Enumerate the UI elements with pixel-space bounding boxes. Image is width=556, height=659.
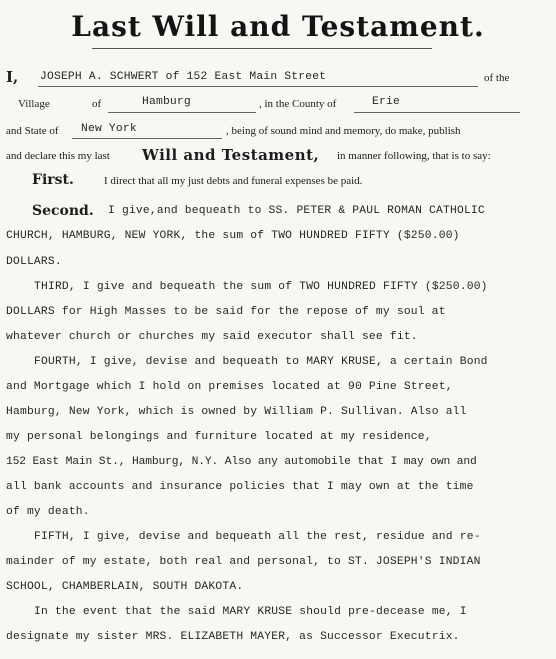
body-line: Hamburg, New York, which is owned by William P. Sullivan. Also all — [6, 406, 467, 418]
state-label: and State of — [6, 125, 59, 137]
of-text: of — [92, 98, 102, 110]
first-heading: First. — [32, 172, 74, 188]
body-line: I give,and bequeath to SS. PETER & PAUL ROMAN CATHOLIC — [108, 205, 485, 217]
body-line: mainder of my estate, both real and personal, to ST. JOSEPH'S INDIAN — [6, 556, 481, 568]
fifth-paragraph-line: FIFTH, I give, devise and bequeath all the rest, residue and re- — [34, 531, 481, 543]
document-title: Last Will and Testament. — [71, 10, 485, 43]
state-blank-line — [72, 138, 222, 139]
sound-mind-text: , being of sound mind and memory, do make, publish — [226, 125, 461, 137]
body-line: SCHOOL, CHAMBERLAIN, SOUTH DAKOTA. — [6, 581, 244, 593]
body-line: my personal belongings and furniture located at my residence, — [6, 431, 432, 443]
successor-paragraph-line: In the event that the said MARY KRUSE should pre-decease me, I — [34, 606, 467, 618]
title-underline — [92, 48, 432, 49]
first-text: I direct that all my just debts and funeral expenses be paid. — [104, 175, 363, 187]
village-label: Village — [18, 98, 50, 110]
body-line: of my death. — [6, 506, 90, 518]
will-title: Will and Testament, — [142, 146, 320, 164]
second-heading: Second. — [32, 203, 94, 219]
body-line: and Mortgage which I hold on premises located at 90 Pine Street, — [6, 381, 453, 393]
declare-text: and declare this my last — [6, 150, 110, 162]
village-value: Hamburg — [142, 96, 191, 108]
manner-text: in manner following, that is to say: — [337, 150, 491, 162]
name-blank-line — [38, 86, 478, 87]
county-blank-line — [354, 112, 520, 113]
body-line: designate my sister MRS. ELIZABETH MAYER, as Successor Executrix. — [6, 631, 460, 643]
state-value: New York — [81, 123, 137, 135]
body-line: 152 East Main St., Hamburg, N.Y. Also any automobile that I may own and — [6, 456, 477, 468]
body-line: all bank accounts and insurance policies that I may own at the time — [6, 481, 474, 493]
body-line: DOLLARS for High Masses to be said for the repose of my soul at — [6, 306, 446, 318]
body-line: whatever church or churches my said executor shall see fit. — [6, 331, 418, 343]
opening-initial: I, — [6, 68, 19, 86]
third-paragraph-line: THIRD, I give and bequeath the sum of TWO HUNDRED FIFTY ($250.00) — [34, 281, 488, 293]
testator-name: JOSEPH A. SCHWERT of 152 East Main Street — [40, 71, 327, 83]
body-line: DOLLARS. — [6, 256, 62, 268]
village-blank-line — [108, 112, 256, 113]
county-value: Erie — [372, 96, 400, 108]
county-label: , in the County of — [259, 98, 337, 110]
of-the-text: of the — [484, 72, 510, 84]
fourth-paragraph-line: FOURTH, I give, devise and bequeath to MARY KRUSE, a certain Bond — [34, 356, 488, 368]
body-line: CHURCH, HAMBURG, NEW YORK, the sum of TWO HUNDRED FIFTY ($250.00) — [6, 230, 460, 242]
